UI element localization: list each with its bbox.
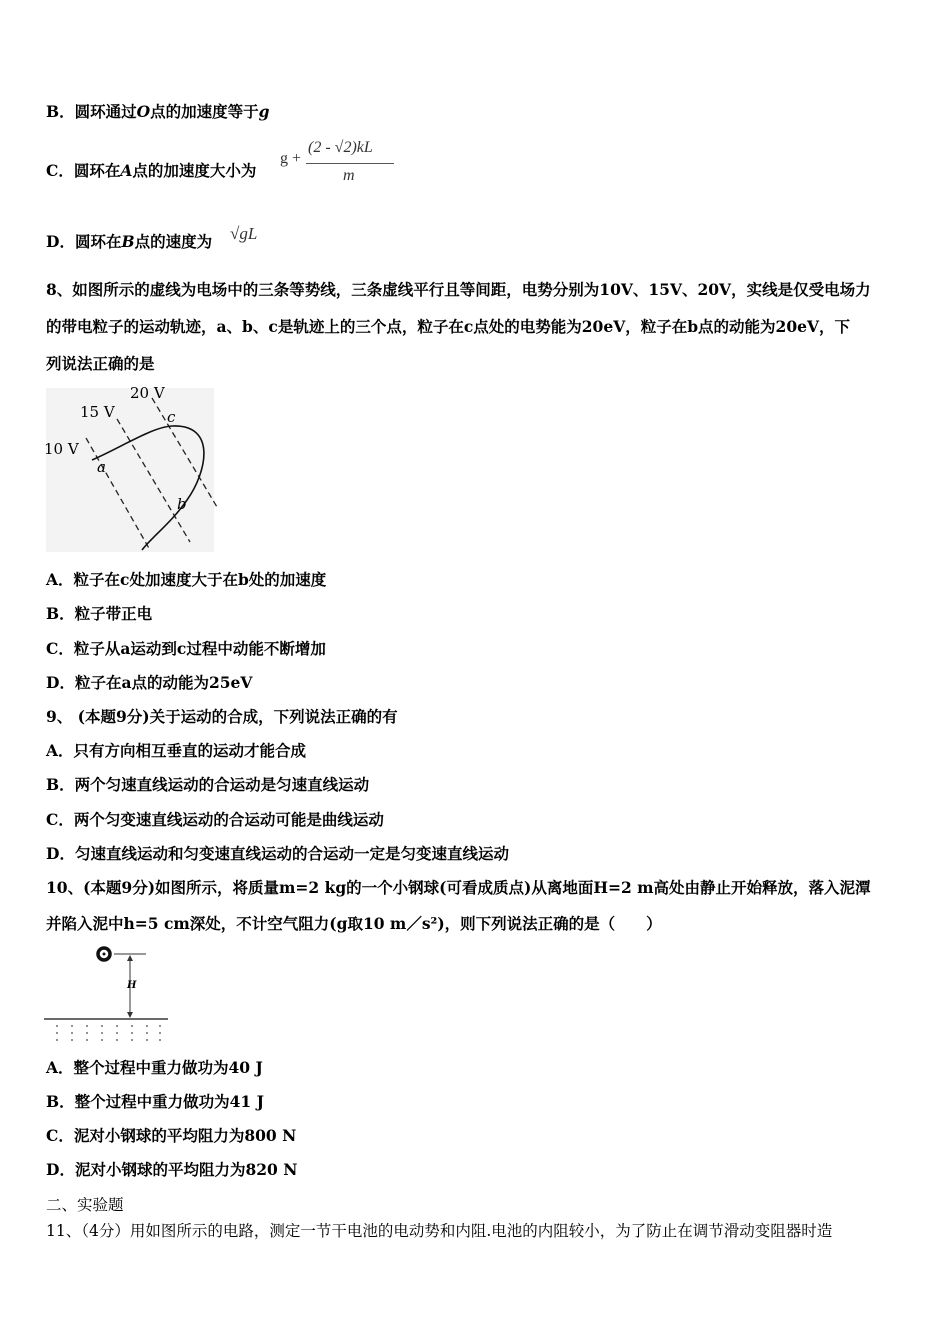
q10-option-c: C．泥对小钢球的平均阻力为800 N bbox=[46, 1126, 297, 1145]
label-15v: 15 V bbox=[80, 403, 115, 421]
q7-option-d-prefix: D．圆环在 bbox=[46, 232, 122, 251]
mud-dots bbox=[56, 1025, 161, 1041]
q9-option-b: B．两个匀速直线运动的合运动是匀速直线运动 bbox=[46, 775, 370, 794]
q7-option-b-var2: g bbox=[258, 102, 270, 121]
q7-option-d-var1: B bbox=[121, 232, 135, 251]
q10-stem-line2: 并陷入泥中h=5 cm深处，不计空气阻力(g取10 m／s²)，则下列说法正确的是（ ） bbox=[46, 914, 662, 933]
q7-option-b bbox=[46, 102, 269, 122]
point-b-label: b bbox=[177, 495, 187, 513]
q8-option-d: D．粒子在a点的动能为25eV bbox=[46, 673, 253, 692]
q7-option-c-formula-numerator: (2 - √2)kL bbox=[308, 139, 373, 156]
q7-option-c bbox=[46, 161, 256, 181]
q7-option-d bbox=[46, 232, 212, 252]
q7-option-b-prefix: B．圆环通过 bbox=[46, 102, 137, 121]
height-arrow-up bbox=[127, 955, 133, 961]
point-a-label: a bbox=[97, 458, 106, 476]
q7-option-d-mid: 点的速度为 bbox=[134, 232, 213, 251]
q7-option-c-mid: 点的加速度大小为 bbox=[132, 161, 257, 180]
label-10v: 10 V bbox=[44, 440, 79, 458]
q8-stem-line2: 的带电粒子的运动轨迹，a、b、c是轨迹上的三个点，粒子在c点处的电势能为20eV，粒子在b点的动能为20eV，下 bbox=[46, 317, 851, 336]
q7-option-b-mid: 点的加速度等于 bbox=[150, 102, 259, 121]
label-20v: 20 V bbox=[130, 384, 165, 402]
section-heading-experiment: 二、实验题 bbox=[46, 1196, 124, 1214]
q9-option-c: C．两个匀变速直线运动的合运动可能是曲线运动 bbox=[46, 810, 384, 829]
q10-option-d: D．泥对小钢球的平均阻力为820 N bbox=[46, 1160, 298, 1179]
q8-option-b: B．粒子带正电 bbox=[46, 604, 153, 623]
steel-ball-center bbox=[103, 953, 106, 956]
q10-option-a: A．整个过程中重力做功为40 J bbox=[46, 1058, 263, 1077]
height-arrow-down bbox=[127, 1012, 133, 1018]
q8-option-c: C．粒子从a运动到c过程中动能不断增加 bbox=[46, 639, 326, 658]
q9-option-d: D．匀速直线运动和匀变速直线运动的合运动一定是匀变速直线运动 bbox=[46, 844, 509, 863]
q8-figure-equipotential bbox=[42, 382, 217, 552]
q7-option-c-prefix: C．圆环在 bbox=[46, 161, 121, 180]
q10-figure-ball-drop bbox=[42, 945, 172, 1045]
figure-background bbox=[46, 388, 214, 552]
q7-option-c-formula-g: g + bbox=[280, 150, 302, 167]
q10-stem-line1: 10、(本题9分)如图所示，将质量m=2 kg的一个小钢球(可看成质点)从离地面H=2 m高处由静止开始释放，落入泥潭 bbox=[46, 878, 871, 897]
q8-stem-line3: 列说法正确的是 bbox=[46, 354, 155, 373]
q8-stem-line1: 8、如图所示的虚线为电场中的三条等势线，三条虚线平行且等间距，电势分别为10V、15V、20V，实线是仅受电场力 bbox=[46, 280, 871, 299]
q7-option-c-var1: A bbox=[120, 161, 133, 180]
q7-option-c-formula-denominator: m bbox=[343, 167, 355, 184]
q9-option-a: A．只有方向相互垂直的运动才能合成 bbox=[46, 741, 307, 760]
point-c-label: c bbox=[167, 408, 176, 426]
q7-option-b-var1: O bbox=[136, 102, 151, 121]
q7-option-d-formula: √gL bbox=[230, 224, 258, 243]
q9-stem: 9、 (本题9分)关于运动的合成，下列说法正确的有 bbox=[46, 707, 398, 726]
q10-option-b: B．整个过程中重力做功为41 J bbox=[46, 1092, 264, 1111]
q7-option-c-fraction-bar bbox=[306, 163, 394, 164]
q11-stem-line1: 11、（4分）用如图所示的电路，测定一节干电池的电动势和内阻.电池的内阻较小，为了防止在调节滑动变阻器时造 bbox=[46, 1222, 833, 1240]
q8-option-a: A．粒子在c处加速度大于在b处的加速度 bbox=[46, 570, 327, 589]
height-label: H bbox=[127, 980, 137, 991]
